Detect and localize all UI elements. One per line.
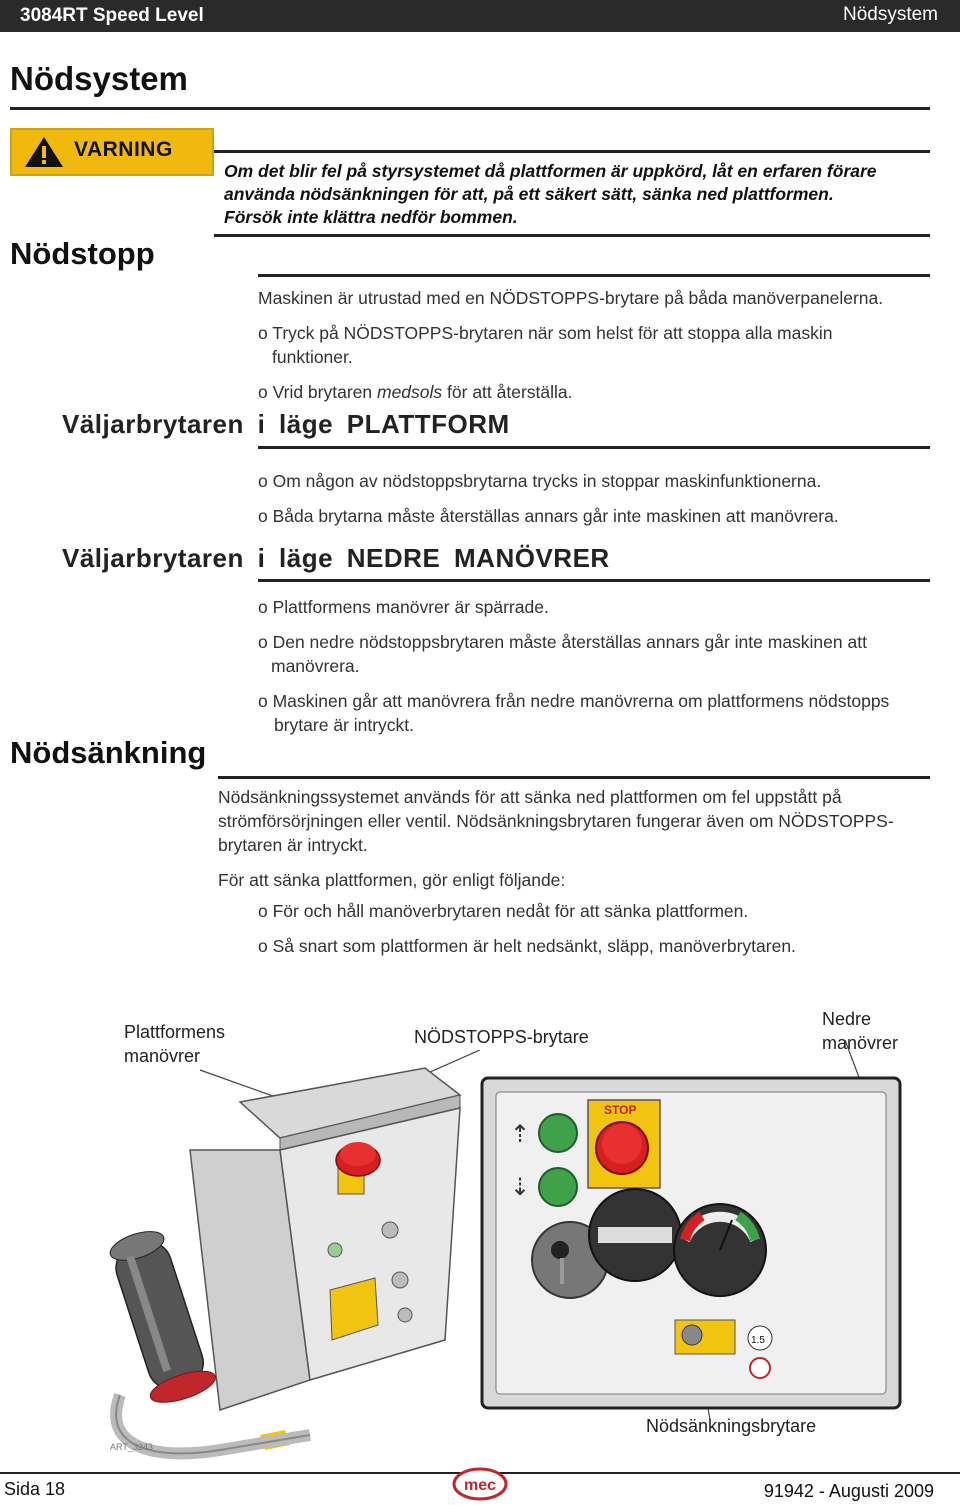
section-rule xyxy=(218,776,930,779)
nedre-bullet: o Den nedre nödstoppsbrytaren måste återställas annars går inte maskinen att xyxy=(258,632,867,652)
nodstopp-bullet-reset xyxy=(258,380,573,404)
paragraph-line: strömförsörjningen eller ventil. Nödsänkningsbrytaren fungerar även om NÖDSTOPPS- xyxy=(218,811,894,831)
nodstopp-intro: Maskinen är utrustad med en NÖDSTOPPS-brytare på båda manöverpanelerna. xyxy=(258,288,884,308)
warning-bottom-rule xyxy=(214,234,930,237)
mec-logo-icon xyxy=(452,1467,508,1501)
warning-icon xyxy=(24,136,64,168)
caption-line: manövrer xyxy=(822,1033,899,1053)
section-title-nodsankning: Nödsänkning xyxy=(10,735,207,770)
plattform-bullet: o Båda brytarna måste återställas annars går inte maskinen att manövrera. xyxy=(258,506,839,526)
art-code: ART_3243 xyxy=(110,1442,153,1452)
title-rule xyxy=(10,107,930,110)
warning-label xyxy=(10,128,214,176)
caption-line: Plattformens xyxy=(124,1022,226,1042)
nedre-bullet-cont: manövrera. xyxy=(271,656,360,676)
nodsankning-instruction: För att sänka plattformen, gör enligt följande: xyxy=(218,870,566,890)
subsection-title-nedre: Väljarbrytaren i läge NEDRE MANÖVRER xyxy=(62,543,610,573)
stop-label: STOP xyxy=(604,1103,637,1117)
nodsankning-paragraph xyxy=(218,785,948,857)
section-title-nodstopp: Nödstopp xyxy=(10,236,155,271)
warning-line: Om det blir fel på styrsystemet då plattformen är uppkörd, låt en erfaren förare xyxy=(224,161,877,181)
page-title: Nödsystem xyxy=(10,60,188,97)
document-number: 91942 - Augusti 2009 xyxy=(763,1481,934,1501)
svg-text:⇡: ⇡ xyxy=(510,1120,531,1148)
nedre-bullet: o Plattformens manövrer är spärrade. xyxy=(258,597,549,617)
caption-lowering-switch: Nödsänkningsbrytare xyxy=(646,1416,817,1436)
section-rule xyxy=(258,274,930,277)
warning-text xyxy=(224,160,944,229)
warning-word: VARNING xyxy=(74,138,173,161)
bullet-prefix: o Vrid brytaren xyxy=(258,382,377,402)
page-number: Sida 18 xyxy=(4,1479,66,1499)
caption-stop-switch: NÖDSTOPPS-brytare xyxy=(414,1027,589,1047)
paragraph-line: brytaren är intryckt. xyxy=(218,835,368,855)
header-section: Nödsystem xyxy=(842,4,938,25)
nodsankning-bullet: o För och håll manöverbrytaren nedåt för att sänka plattformen. xyxy=(258,901,749,921)
caption-line: manövrer xyxy=(124,1046,201,1066)
bullet-suffix: för att återställa. xyxy=(442,382,573,402)
platform-control-box-illustration xyxy=(100,1050,480,1460)
warning-rule xyxy=(214,150,930,153)
page-header xyxy=(0,0,960,32)
section-rule xyxy=(258,446,930,449)
section-rule xyxy=(258,579,930,582)
nodstopp-bullet: o Tryck på NÖDSTOPPS-brytaren när som helst för att stoppa alla maskin xyxy=(258,323,833,343)
subsection-title-plattform: Väljarbrytaren i läge PLATTFORM xyxy=(62,409,510,439)
bullet-emphasis: medsols xyxy=(377,382,443,402)
paragraph-line: Nödsänkningssystemet används för att sänka ned plattformen om fel uppstått på xyxy=(218,787,842,807)
warning-line: Försök inte klättra nedför bommen. xyxy=(224,207,518,227)
plattform-bullet: o Om någon av nödstoppsbrytarna trycks in stoppar maskinfunktionerna. xyxy=(258,471,822,491)
lower-control-panel-illustration xyxy=(470,1030,920,1430)
nodstopp-bullet-cont: funktioner. xyxy=(272,347,353,367)
nedre-bullet-cont: brytare är intryckt. xyxy=(274,715,415,735)
logo-text: mec xyxy=(464,1477,497,1494)
gauge-badge: 1.5 xyxy=(751,1335,765,1346)
nedre-bullet: o Maskinen går att manövrera från nedre manövrerna om plattformens nödstopps xyxy=(258,691,890,711)
warning-line: använda nödsänkningen för att, på ett säkert sätt, sänka ned plattformen. xyxy=(224,184,834,204)
svg-text:⇣: ⇣ xyxy=(510,1173,531,1201)
header-doc-title: 3084RT Speed Level xyxy=(20,5,204,26)
caption-line: Nedre xyxy=(822,1009,872,1029)
nodsankning-bullet: o Så snart som plattformen är helt nedsänkt, släpp, manöverbrytaren. xyxy=(258,936,796,956)
